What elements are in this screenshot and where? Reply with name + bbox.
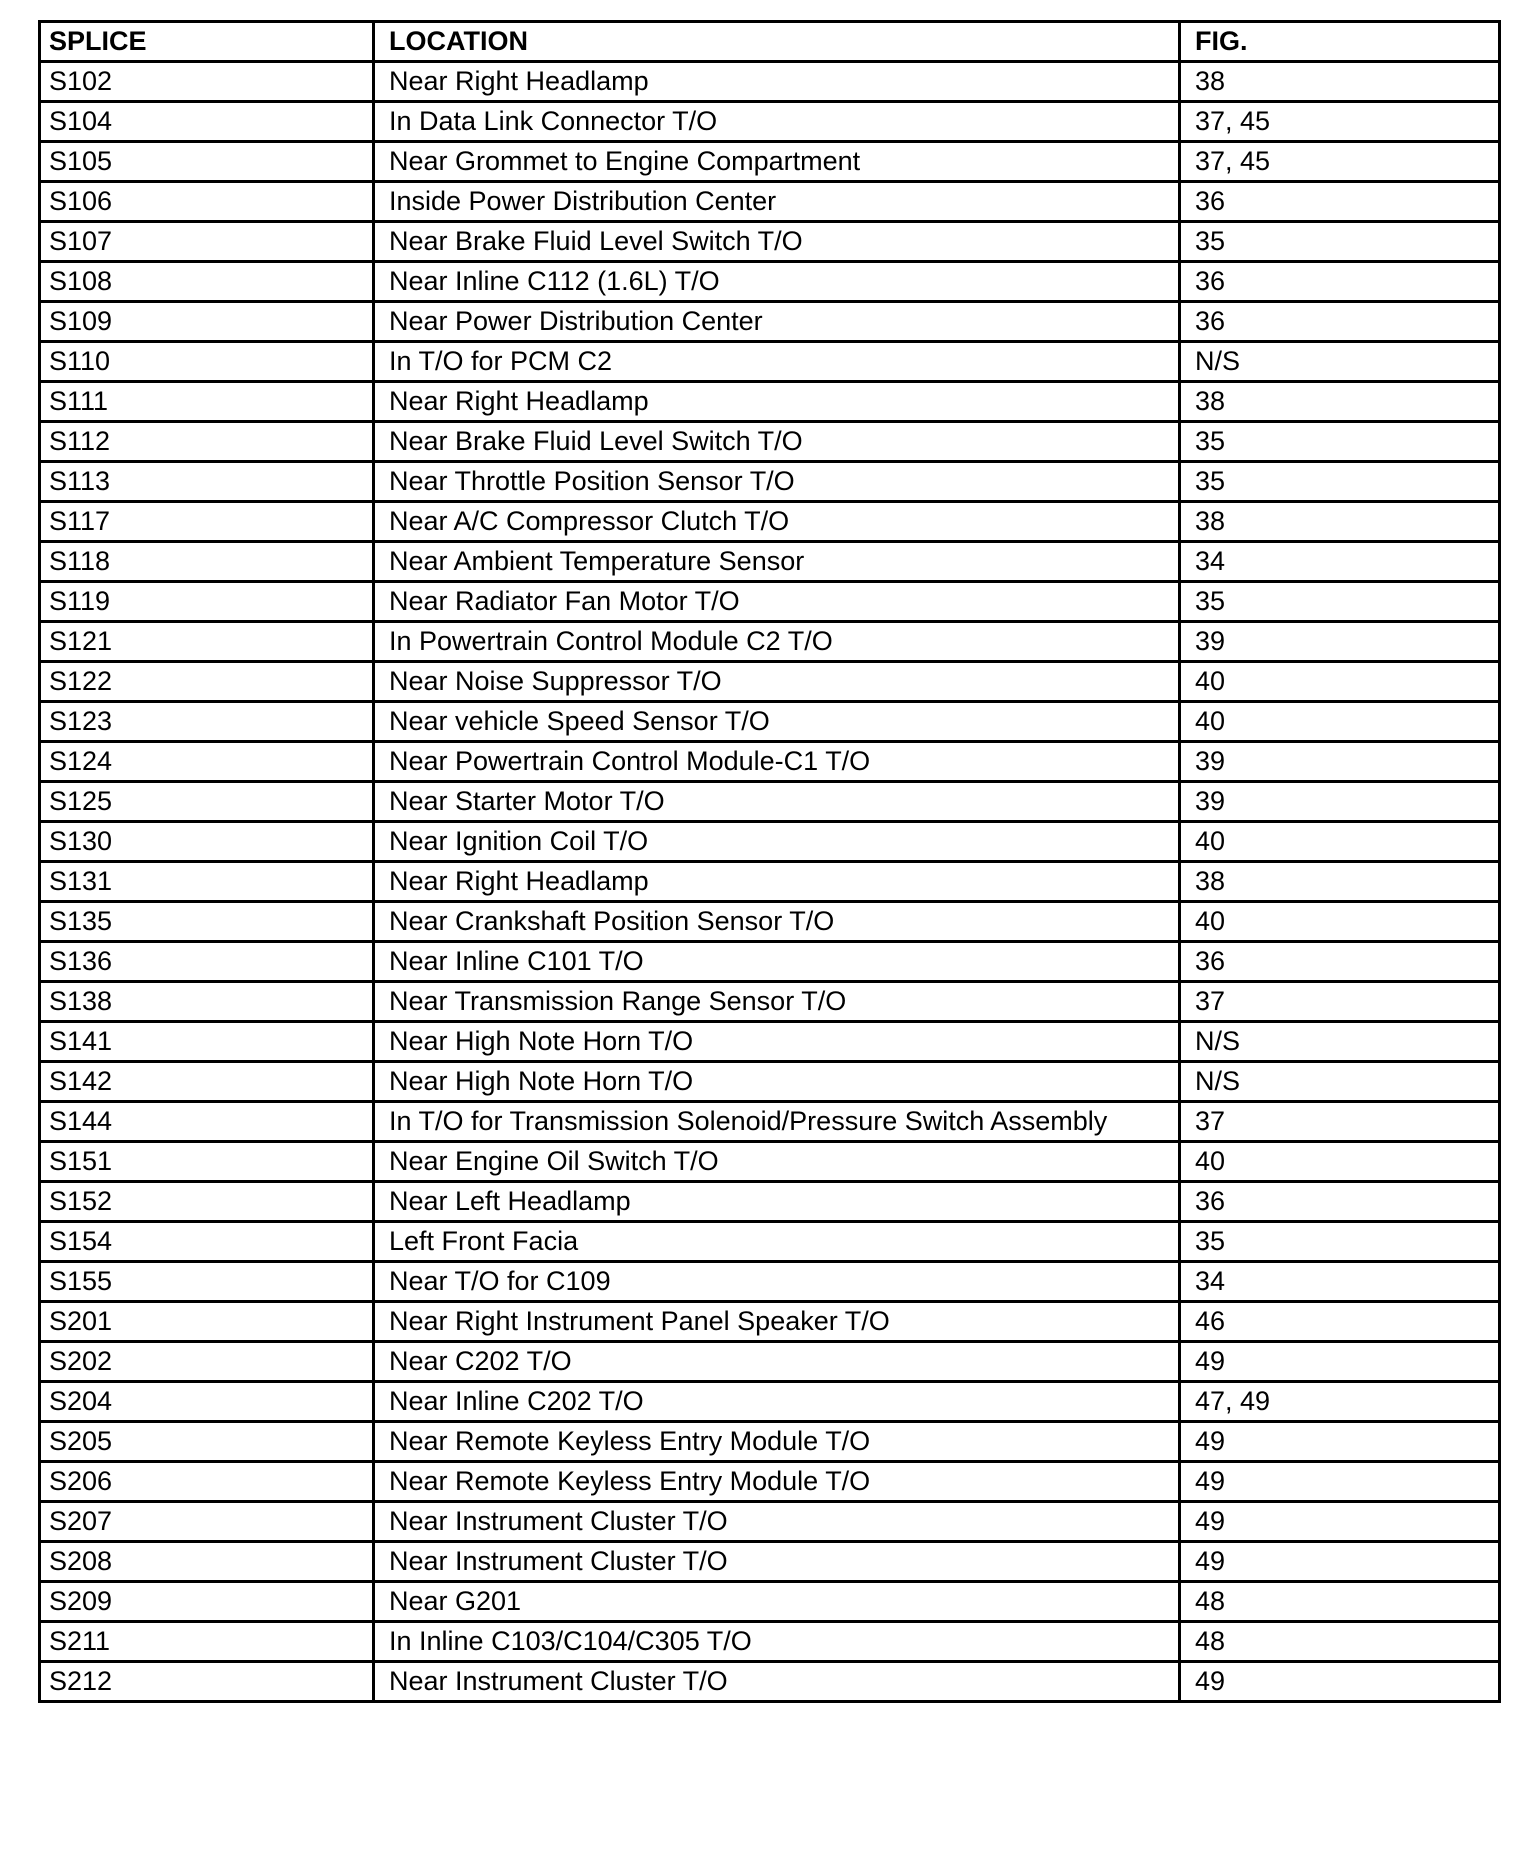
location-cell: Near Remote Keyless Entry Module T/O	[374, 1462, 1180, 1502]
table-row	[40, 1462, 1500, 1502]
fig-cell: 46	[1180, 1302, 1500, 1342]
table-row	[40, 1342, 1500, 1382]
location-cell: Near Engine Oil Switch T/O	[374, 1142, 1180, 1182]
splice-cell: S138	[40, 982, 374, 1022]
splice-cell: S201	[40, 1302, 374, 1342]
fig-cell: 49	[1180, 1662, 1500, 1702]
location-cell: Near A/C Compressor Clutch T/O	[374, 502, 1180, 542]
splice-cell: S124	[40, 742, 374, 782]
splice-cell: S208	[40, 1542, 374, 1582]
splice-cell: S142	[40, 1062, 374, 1102]
splice-cell: S144	[40, 1102, 374, 1142]
splice-cell: S135	[40, 902, 374, 942]
location-cell: Near Right Headlamp	[374, 862, 1180, 902]
fig-cell: 39	[1180, 782, 1500, 822]
table-row	[40, 302, 1500, 342]
splice-cell: S117	[40, 502, 374, 542]
fig-cell: 49	[1180, 1502, 1500, 1542]
location-cell: Near Instrument Cluster T/O	[374, 1542, 1180, 1582]
location-cell: In Inline C103/C104/C305 T/O	[374, 1622, 1180, 1662]
fig-cell: 38	[1180, 502, 1500, 542]
table-row	[40, 262, 1500, 302]
table-row	[40, 1302, 1500, 1342]
fig-cell: 36	[1180, 262, 1500, 302]
fig-cell: 35	[1180, 422, 1500, 462]
location-cell: Near Powertrain Control Module-C1 T/O	[374, 742, 1180, 782]
fig-cell: 36	[1180, 942, 1500, 982]
fig-cell: 40	[1180, 1142, 1500, 1182]
splice-cell: S123	[40, 702, 374, 742]
splice-cell: S131	[40, 862, 374, 902]
fig-cell: 48	[1180, 1622, 1500, 1662]
table-row	[40, 1142, 1500, 1182]
fig-cell: 40	[1180, 822, 1500, 862]
header-location: LOCATION	[374, 22, 1180, 62]
fig-cell: 38	[1180, 862, 1500, 902]
splice-cell: S155	[40, 1262, 374, 1302]
fig-cell: 49	[1180, 1462, 1500, 1502]
location-cell: In T/O for Transmission Solenoid/Pressure Switch Assembly	[374, 1102, 1180, 1142]
location-cell: Near C202 T/O	[374, 1342, 1180, 1382]
table-row	[40, 62, 1500, 102]
location-cell: Near Brake Fluid Level Switch T/O	[374, 222, 1180, 262]
fig-cell: 37, 45	[1180, 142, 1500, 182]
splice-cell: S204	[40, 1382, 374, 1422]
location-cell: Near Throttle Position Sensor T/O	[374, 462, 1180, 502]
splice-cell: S107	[40, 222, 374, 262]
splice-location-table	[38, 20, 1501, 1703]
location-cell: In Powertrain Control Module C2 T/O	[374, 622, 1180, 662]
location-cell: Near Power Distribution Center	[374, 302, 1180, 342]
splice-cell: S106	[40, 182, 374, 222]
location-cell: Near Inline C112 (1.6L) T/O	[374, 262, 1180, 302]
splice-cell: S122	[40, 662, 374, 702]
table-row	[40, 462, 1500, 502]
splice-cell: S206	[40, 1462, 374, 1502]
splice-cell: S109	[40, 302, 374, 342]
location-cell: Near Instrument Cluster T/O	[374, 1502, 1180, 1542]
splice-cell: S118	[40, 542, 374, 582]
table-row	[40, 182, 1500, 222]
table-row	[40, 662, 1500, 702]
table-row	[40, 982, 1500, 1022]
table-row	[40, 942, 1500, 982]
location-cell: Near Grommet to Engine Compartment	[374, 142, 1180, 182]
header-splice: SPLICE	[40, 22, 374, 62]
fig-cell: N/S	[1180, 342, 1500, 382]
fig-cell: 39	[1180, 622, 1500, 662]
location-cell: Near Inline C202 T/O	[374, 1382, 1180, 1422]
location-cell: Near High Note Horn T/O	[374, 1022, 1180, 1062]
splice-cell: S108	[40, 262, 374, 302]
fig-cell: 34	[1180, 1262, 1500, 1302]
splice-cell: S125	[40, 782, 374, 822]
splice-cell: S154	[40, 1222, 374, 1262]
location-cell: Near Starter Motor T/O	[374, 782, 1180, 822]
fig-cell: 35	[1180, 582, 1500, 622]
table-row	[40, 1262, 1500, 1302]
splice-cell: S130	[40, 822, 374, 862]
fig-cell: 35	[1180, 1222, 1500, 1262]
table-row	[40, 1542, 1500, 1582]
table-row	[40, 782, 1500, 822]
table-row	[40, 382, 1500, 422]
location-cell: Near Right Instrument Panel Speaker T/O	[374, 1302, 1180, 1342]
splice-cell: S211	[40, 1622, 374, 1662]
table-row	[40, 582, 1500, 622]
table-row	[40, 862, 1500, 902]
splice-cell: S105	[40, 142, 374, 182]
table-row	[40, 1502, 1500, 1542]
location-cell: Near Noise Suppressor T/O	[374, 662, 1180, 702]
table-row	[40, 1662, 1500, 1702]
table-row	[40, 622, 1500, 662]
fig-cell: 35	[1180, 462, 1500, 502]
table-body	[40, 62, 1500, 1702]
table-row	[40, 1382, 1500, 1422]
table-row	[40, 142, 1500, 182]
splice-cell: S205	[40, 1422, 374, 1462]
splice-cell: S212	[40, 1662, 374, 1702]
splice-cell: S152	[40, 1182, 374, 1222]
location-cell: Near Inline C101 T/O	[374, 942, 1180, 982]
table-row	[40, 1582, 1500, 1622]
table-row	[40, 542, 1500, 582]
location-cell: Near Brake Fluid Level Switch T/O	[374, 422, 1180, 462]
fig-cell: N/S	[1180, 1022, 1500, 1062]
splice-cell: S104	[40, 102, 374, 142]
splice-cell: S111	[40, 382, 374, 422]
splice-cell: S209	[40, 1582, 374, 1622]
fig-cell: 49	[1180, 1342, 1500, 1382]
table-row	[40, 422, 1500, 462]
location-cell: Near G201	[374, 1582, 1180, 1622]
table-row	[40, 1622, 1500, 1662]
table-row	[40, 1102, 1500, 1142]
fig-cell: 47, 49	[1180, 1382, 1500, 1422]
location-cell: Near Ignition Coil T/O	[374, 822, 1180, 862]
table-header	[40, 22, 1500, 62]
splice-cell: S119	[40, 582, 374, 622]
fig-cell: 36	[1180, 1182, 1500, 1222]
fig-cell: 36	[1180, 302, 1500, 342]
table-row	[40, 1062, 1500, 1102]
fig-cell: 40	[1180, 702, 1500, 742]
location-cell: In Data Link Connector T/O	[374, 102, 1180, 142]
fig-cell: 36	[1180, 182, 1500, 222]
table-row	[40, 1182, 1500, 1222]
location-cell: In T/O for PCM C2	[374, 342, 1180, 382]
fig-cell: 38	[1180, 382, 1500, 422]
splice-cell: S151	[40, 1142, 374, 1182]
splice-cell: S113	[40, 462, 374, 502]
fig-cell: 37	[1180, 982, 1500, 1022]
fig-cell: 37	[1180, 1102, 1500, 1142]
splice-cell: S110	[40, 342, 374, 382]
location-cell: Inside Power Distribution Center	[374, 182, 1180, 222]
table-row	[40, 1222, 1500, 1262]
header-fig: FIG.	[1180, 22, 1500, 62]
fig-cell: 49	[1180, 1542, 1500, 1582]
location-cell: Near Remote Keyless Entry Module T/O	[374, 1422, 1180, 1462]
table-row	[40, 222, 1500, 262]
fig-cell: 34	[1180, 542, 1500, 582]
splice-cell: S207	[40, 1502, 374, 1542]
table-row	[40, 742, 1500, 782]
splice-cell: S112	[40, 422, 374, 462]
fig-cell: 35	[1180, 222, 1500, 262]
fig-cell: 39	[1180, 742, 1500, 782]
table-row	[40, 102, 1500, 142]
location-cell: Near Radiator Fan Motor T/O	[374, 582, 1180, 622]
location-cell: Near Ambient Temperature Sensor	[374, 542, 1180, 582]
fig-cell: 48	[1180, 1582, 1500, 1622]
location-cell: Left Front Facia	[374, 1222, 1180, 1262]
table-row	[40, 1022, 1500, 1062]
fig-cell: N/S	[1180, 1062, 1500, 1102]
splice-cell: S141	[40, 1022, 374, 1062]
location-cell: Near T/O for C109	[374, 1262, 1180, 1302]
location-cell: Near Right Headlamp	[374, 382, 1180, 422]
table-row	[40, 1422, 1500, 1462]
fig-cell: 49	[1180, 1422, 1500, 1462]
location-cell: Near High Note Horn T/O	[374, 1062, 1180, 1102]
fig-cell: 40	[1180, 662, 1500, 702]
splice-cell: S121	[40, 622, 374, 662]
splice-cell: S102	[40, 62, 374, 102]
table-row	[40, 342, 1500, 382]
fig-cell: 40	[1180, 902, 1500, 942]
location-cell: Near Left Headlamp	[374, 1182, 1180, 1222]
splice-cell: S136	[40, 942, 374, 982]
location-cell: Near Instrument Cluster T/O	[374, 1662, 1180, 1702]
table-row	[40, 822, 1500, 862]
splice-cell: S202	[40, 1342, 374, 1382]
location-cell: Near Right Headlamp	[374, 62, 1180, 102]
fig-cell: 38	[1180, 62, 1500, 102]
location-cell: Near vehicle Speed Sensor T/O	[374, 702, 1180, 742]
fig-cell: 37, 45	[1180, 102, 1500, 142]
header-row	[40, 22, 1500, 62]
table-row	[40, 902, 1500, 942]
table-row	[40, 502, 1500, 542]
table-row	[40, 702, 1500, 742]
location-cell: Near Transmission Range Sensor T/O	[374, 982, 1180, 1022]
location-cell: Near Crankshaft Position Sensor T/O	[374, 902, 1180, 942]
